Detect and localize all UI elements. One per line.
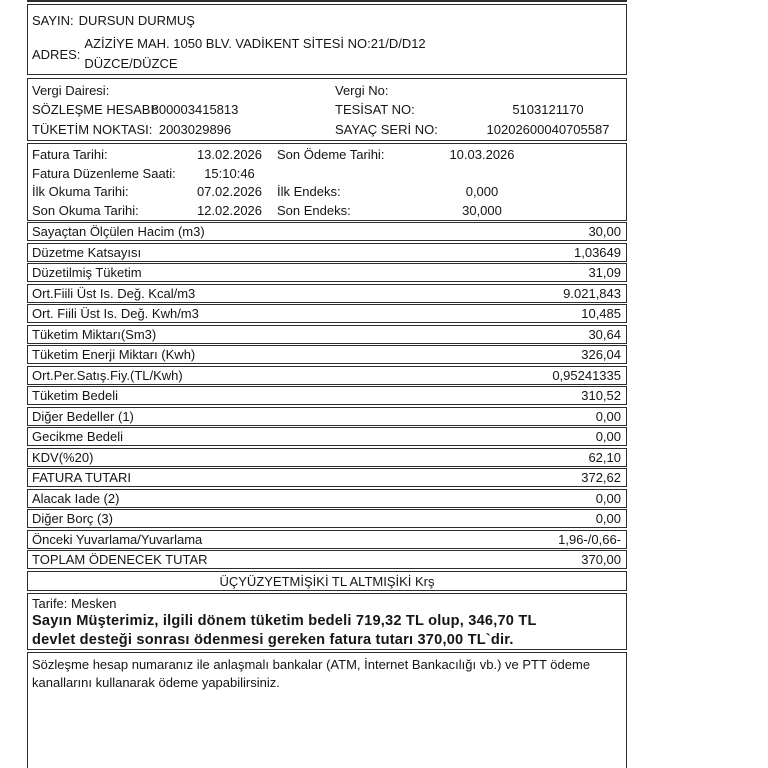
field-label: Vergi Dairesi: — [32, 83, 110, 98]
account-row — [32, 120, 626, 139]
top-cut-border — [27, 0, 627, 2]
field-value: 30,000 — [462, 202, 502, 218]
charge-label: Diğer Bedeller (1) — [32, 408, 134, 424]
payment-info-box — [27, 652, 627, 768]
dates-row — [32, 146, 626, 165]
amount-in-words: ÜÇYÜZYETMİŞİKİ TL ALTMIŞİKİ Krş — [219, 573, 435, 589]
dates-box — [27, 143, 627, 221]
amount-in-words-box — [27, 571, 627, 591]
charge-value: 0,00 — [595, 429, 621, 444]
charges-row — [27, 304, 627, 323]
charge-label: TOPLAM ÖDENECEK TUTAR — [32, 552, 208, 567]
customer-address-row — [32, 34, 622, 74]
field-value — [417, 165, 547, 184]
charges-row — [27, 345, 627, 364]
customer-name: DURSUN DURMUŞ — [78, 13, 195, 28]
field-label: Son Endeks: — [277, 202, 351, 218]
tariff-message-line-2: devlet desteği sonrası ödenmesi gereken fatura tutarı 370,00 TL`dir. — [32, 632, 514, 648]
field-value: 13.02.2026 — [196, 147, 263, 162]
field-label: TÜKETİM NOKTASI: — [32, 121, 153, 137]
address-line-1: AZİZİYE MAH. 1050 BLV. VADİKENT SİTESİ NO:21/D/D12 — [84, 36, 426, 51]
field-label: SÖZLEŞME HESABI: — [32, 102, 158, 118]
charges-row — [27, 263, 627, 282]
spacer — [547, 146, 626, 165]
field-value: 0,000 — [465, 184, 499, 200]
field-value: 15:10:46 — [204, 165, 255, 181]
charge-label: KDV(%20) — [32, 449, 94, 465]
charge-value: 370,00 — [581, 552, 621, 567]
field-label: TESİSAT NO: — [335, 102, 415, 118]
account-row — [32, 100, 626, 119]
field-label: Son Ödeme Tarihi: — [277, 147, 385, 162]
charge-value: 62,10 — [588, 449, 621, 465]
charge-label: FATURA TUTARI — [32, 470, 131, 485]
field-label: Vergi No: — [335, 83, 389, 98]
charge-value: 1,03649 — [574, 244, 621, 260]
charge-value: 0,00 — [595, 511, 621, 526]
address-lines — [84, 34, 425, 74]
field-value: 800003415813 — [151, 102, 239, 118]
field-label: Fatura Tarihi: — [32, 147, 108, 162]
adres-label: ADRES: — [32, 46, 81, 62]
charges-row — [27, 509, 627, 528]
field-value: 10.03.2026 — [449, 147, 515, 162]
field-value — [150, 81, 240, 100]
charges-row — [27, 366, 627, 385]
charges-row — [27, 530, 627, 549]
field-value: 12.02.2026 — [196, 202, 263, 218]
charges-row — [27, 489, 627, 508]
spacer — [547, 202, 626, 221]
field-label: SAYAÇ SERİ NO: — [335, 121, 438, 137]
field-label: İlk Okuma Tarihi: — [32, 184, 129, 200]
charge-value: 310,52 — [581, 388, 621, 403]
field-label: Fatura Düzenleme Saati: — [32, 165, 176, 181]
field-value: 2003029896 — [158, 121, 232, 137]
dates-row — [32, 165, 626, 184]
account-row — [32, 81, 626, 100]
field-label — [277, 165, 417, 184]
charges-row — [27, 243, 627, 262]
charge-label: Önceki Yuvarlama/Yuvarlama — [32, 531, 203, 547]
charges-table — [27, 222, 627, 569]
charge-label: Sayaçtan Ölçülen Hacim (m3) — [32, 224, 205, 239]
charges-row — [27, 222, 627, 241]
charges-row — [27, 448, 627, 467]
spacer — [240, 120, 335, 139]
charge-value: 9.021,843 — [563, 285, 621, 301]
payment-line-2: kanallarını kullanarak ödeme yapabilirsiniz. — [32, 675, 280, 690]
spacer — [240, 81, 335, 100]
customer-name-row — [32, 12, 622, 29]
field-label: İlk Endeks: — [277, 184, 341, 200]
customer-box — [27, 4, 627, 75]
charge-label: Gecikme Bedeli — [32, 429, 124, 444]
charge-label: Alacak Iade (2) — [32, 490, 120, 506]
charge-value: 372,62 — [581, 470, 621, 485]
field-value: 5103121170 — [512, 102, 584, 118]
tariff-box — [27, 593, 627, 650]
charge-label: Tüketim Bedeli — [32, 388, 118, 403]
charge-value: 0,00 — [595, 490, 621, 506]
charge-label: Düzetilmiş Tüketim — [32, 265, 142, 280]
charge-value: 0,95241335 — [552, 367, 621, 383]
charge-label: Ort.Fiili Üst Is. Değ. Kcal/m3 — [32, 285, 196, 301]
charge-value: 30,64 — [588, 326, 621, 342]
address-line-2: DÜZCE/DÜZCE — [84, 56, 178, 71]
sayin-label: SAYIN: — [32, 13, 74, 28]
charge-label: Ort. Fiili Üst Is. Değ. Kwh/m3 — [32, 306, 199, 321]
spacer — [240, 100, 335, 119]
field-value: 07.02.2026 — [196, 184, 263, 200]
payment-line-1: Sözleşme hesap numaranız ile anlaşmalı bankalar (ATM, İnternet Bankacılığı vb.) ve PTT ödeme — [32, 657, 591, 672]
field-label: Son Okuma Tarihi: — [32, 202, 139, 218]
charges-row — [27, 386, 627, 405]
charge-value: 0,00 — [595, 408, 621, 424]
charge-label: Tüketim Miktarı(Sm3) — [32, 326, 157, 342]
spacer — [547, 165, 626, 184]
charge-label: Tüketim Enerji Miktarı (Kwh) — [32, 347, 196, 362]
spacer — [547, 183, 626, 202]
dates-row — [32, 202, 626, 221]
charge-value: 10,485 — [581, 306, 621, 321]
account-box — [27, 78, 627, 141]
field-value: 10202600040705587 — [486, 121, 610, 137]
charge-label: Düzetme Katsayısı — [32, 244, 142, 260]
charge-value: 31,09 — [588, 265, 621, 280]
charge-label: Diğer Borç (3) — [32, 511, 113, 526]
tariff-message-line-1: Sayın Müşterimiz, ilgili dönem tüketim bedeli 719,32 TL olup, 346,70 TL — [32, 613, 537, 629]
charge-label: Ort.Per.Satış.Fiy.(TL/Kwh) — [32, 367, 183, 383]
charges-row — [27, 407, 627, 426]
charge-value: 30,00 — [588, 224, 621, 239]
charges-row — [27, 550, 627, 569]
tariff-label: Tarife: Mesken — [32, 596, 117, 611]
charges-row — [27, 284, 627, 303]
charge-value: 326,04 — [581, 347, 621, 362]
dates-row — [32, 183, 626, 202]
charges-row — [27, 468, 627, 487]
charge-value: 1,96-/0,66- — [558, 531, 621, 547]
charges-row — [27, 427, 627, 446]
field-value — [470, 81, 626, 100]
charges-row — [27, 325, 627, 344]
